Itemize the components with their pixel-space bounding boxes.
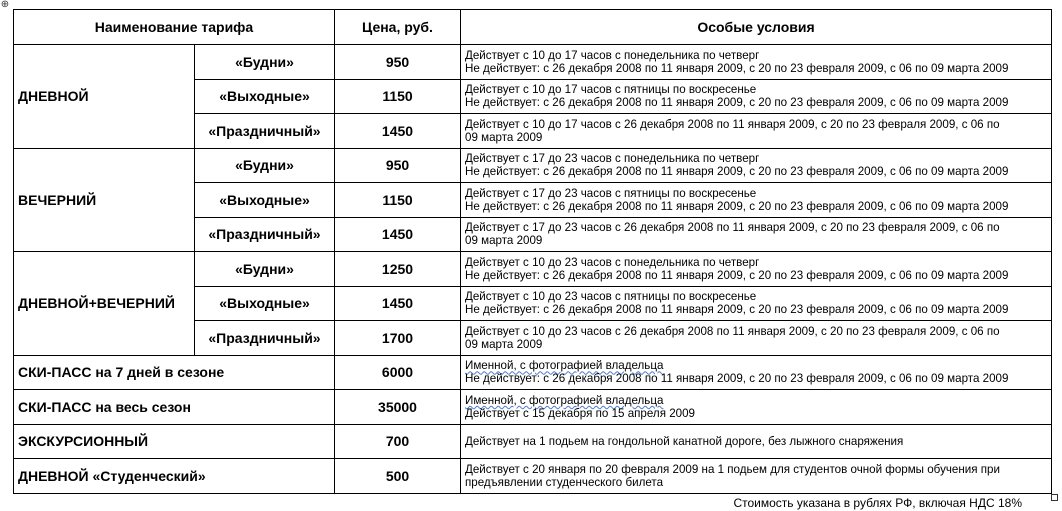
- condition-line: Не действует: с 26 декабря 2008 по 11 января 2009, с 20 по 23 февраля 2009, с 06 по 09 марта 2009: [465, 372, 1009, 386]
- conditions-cell: [461, 355, 1052, 390]
- price-cell: 950: [335, 148, 461, 183]
- conditions-cell: [461, 286, 1052, 321]
- table-row: [14, 148, 1052, 183]
- price-cell: 1450: [335, 286, 461, 321]
- table-row: [14, 45, 1052, 80]
- conditions-cell: [461, 114, 1052, 149]
- condition-line: Действует с 17 до 23 часов с пятницы по воскресенье: [465, 186, 757, 200]
- price-cell: 1150: [335, 183, 461, 218]
- header-conditions: Особые условия: [461, 10, 1052, 45]
- conditions-cell: [461, 148, 1052, 183]
- tariff-name: ЭКСКУРСИОННЫЙ: [14, 424, 335, 459]
- subtariff-label: «Будни»: [195, 252, 335, 287]
- tariff-name: СКИ-ПАСС на весь сезон: [14, 390, 335, 425]
- table-row: [14, 252, 1052, 287]
- subtariff-label: «Выходные»: [195, 79, 335, 114]
- condition-line: Действует с 10 до 17 часов с понедельника по четверг: [465, 48, 760, 62]
- price-cell: 1700: [335, 321, 461, 356]
- condition-line: Не действует: с 26 декабря 2008 по 11 января 2009, с 20 по 23 февраля 2009, с 06 по 09 марта 2009: [465, 61, 1009, 75]
- table-row: [14, 424, 1052, 459]
- condition-line: Именной, с фотографией владельца: [465, 393, 664, 407]
- table-header-row: [14, 10, 1052, 45]
- condition-line: Действует с 20 января по 20 февраля 2009 на 1 подьем для студентов очной формы обучения при: [465, 462, 1000, 476]
- price-cell: 950: [335, 45, 461, 80]
- tariff-name: ДНЕВНОЙ «Студенческий»: [14, 459, 335, 494]
- condition-line: Действует с 10 до 17 часов с пятницы по воскресенье: [465, 83, 757, 97]
- conditions-cell: [461, 321, 1052, 356]
- table-row: [14, 459, 1052, 494]
- subtariff-label: «Праздничный»: [195, 114, 335, 149]
- header-price: Цена, руб.: [335, 10, 461, 45]
- condition-line: Действует с 17 до 23 часов с 26 декабря 2008 по 11 января 2009, с 20 по 23 февраля 2009, с 06 по: [465, 221, 1000, 235]
- subtariff-label: «Будни»: [195, 45, 335, 80]
- tariff-table: [13, 9, 1052, 494]
- conditions-cell: [461, 252, 1052, 287]
- conditions-cell: [461, 183, 1052, 218]
- condition-line: Действует с 17 до 23 часов с понедельника по четверг: [465, 152, 760, 166]
- header-tariff-name: Наименование тарифа: [14, 10, 335, 45]
- condition-line: Не действует: с 26 декабря 2008 по 11 января 2009, с 20 по 23 февраля 2009, с 06 по 09 марта 2009: [465, 165, 1009, 179]
- conditions-cell: [461, 459, 1052, 494]
- table-row: [14, 390, 1052, 425]
- condition-line: предъявлении студенческого билета: [465, 475, 664, 489]
- condition-line: Не действует: с 26 декабря 2008 по 11 января 2009, с 20 по 23 февраля 2009, с 06 по 09 марта 2009: [465, 199, 1009, 213]
- conditions-cell: [461, 45, 1052, 80]
- price-cell: 6000: [335, 355, 461, 390]
- conditions-cell: [461, 79, 1052, 114]
- group-label-combo: ДНЕВНОЙ+ВЕЧЕРНИЙ: [14, 252, 195, 356]
- condition-line: 09 марта 2009: [465, 130, 543, 144]
- subtariff-label: «Будни»: [195, 148, 335, 183]
- condition-line: Не действует: с 26 декабря 2008 по 11 января 2009, с 20 по 23 февраля 2009, с 06 по 09 марта 2009: [465, 96, 1009, 110]
- table-resize-handle-icon[interactable]: [1051, 494, 1058, 501]
- conditions-cell: [461, 217, 1052, 252]
- price-cell: 1450: [335, 217, 461, 252]
- condition-line: Действует с 10 до 23 часов с пятницы по воскресенье: [465, 290, 757, 304]
- condition-line: 09 марта 2009: [465, 234, 543, 248]
- price-cell: 35000: [335, 390, 461, 425]
- price-cell: 1450: [335, 114, 461, 149]
- subtariff-label: «Праздничный»: [195, 217, 335, 252]
- price-cell: 1150: [335, 79, 461, 114]
- subtariff-label: «Выходные»: [195, 183, 335, 218]
- group-label-evening: ВЕЧЕРНИЙ: [14, 148, 195, 252]
- vat-footnote: Стоимость указана в рублях РФ, включая НДС 18%: [733, 496, 1022, 510]
- subtariff-label: «Праздничный»: [195, 321, 335, 356]
- tariff-name: СКИ-ПАСС на 7 дней в сезоне: [14, 355, 335, 390]
- conditions-cell: [461, 424, 1052, 459]
- conditions-cell: [461, 390, 1052, 425]
- price-cell: 500: [335, 459, 461, 494]
- condition-line: Действует с 15 декабря по 15 апреля 2009: [465, 406, 695, 420]
- condition-line: 09 марта 2009: [465, 337, 543, 351]
- condition-line: Действует с 10 до 23 часов с понедельника по четверг: [465, 255, 760, 269]
- condition-line: Не действует: с 26 декабря 2008 по 11 января 2009, с 20 по 23 февраля 2009, с 06 по 09 марта 2009: [465, 303, 1009, 317]
- subtariff-label: «Выходные»: [195, 286, 335, 321]
- table-move-handle-icon[interactable]: ⊕: [0, 0, 10, 10]
- condition-line: Действует на 1 подьем на гондольной канатной дороге, без лыжного снаряжения: [465, 434, 904, 448]
- table-row: [14, 355, 1052, 390]
- condition-line: Именной, с фотографией владельца: [465, 359, 664, 373]
- condition-line: Не действует: с 26 декабря 2008 по 11 января 2009, с 20 по 23 февраля 2009, с 06 по 09 марта 2009: [465, 268, 1009, 282]
- price-cell: 700: [335, 424, 461, 459]
- group-label-day: ДНЕВНОЙ: [14, 45, 195, 149]
- condition-line: Действует с 10 до 17 часов с 26 декабря 2008 по 11 января 2009, с 20 по 23 февраля 2009, с 06 по: [465, 117, 1000, 131]
- condition-line: Действует с 10 до 23 часов с 26 декабря 2008 по 11 января 2009, с 20 по 23 февраля 2009, с 06 по: [465, 324, 1000, 338]
- price-cell: 1250: [335, 252, 461, 287]
